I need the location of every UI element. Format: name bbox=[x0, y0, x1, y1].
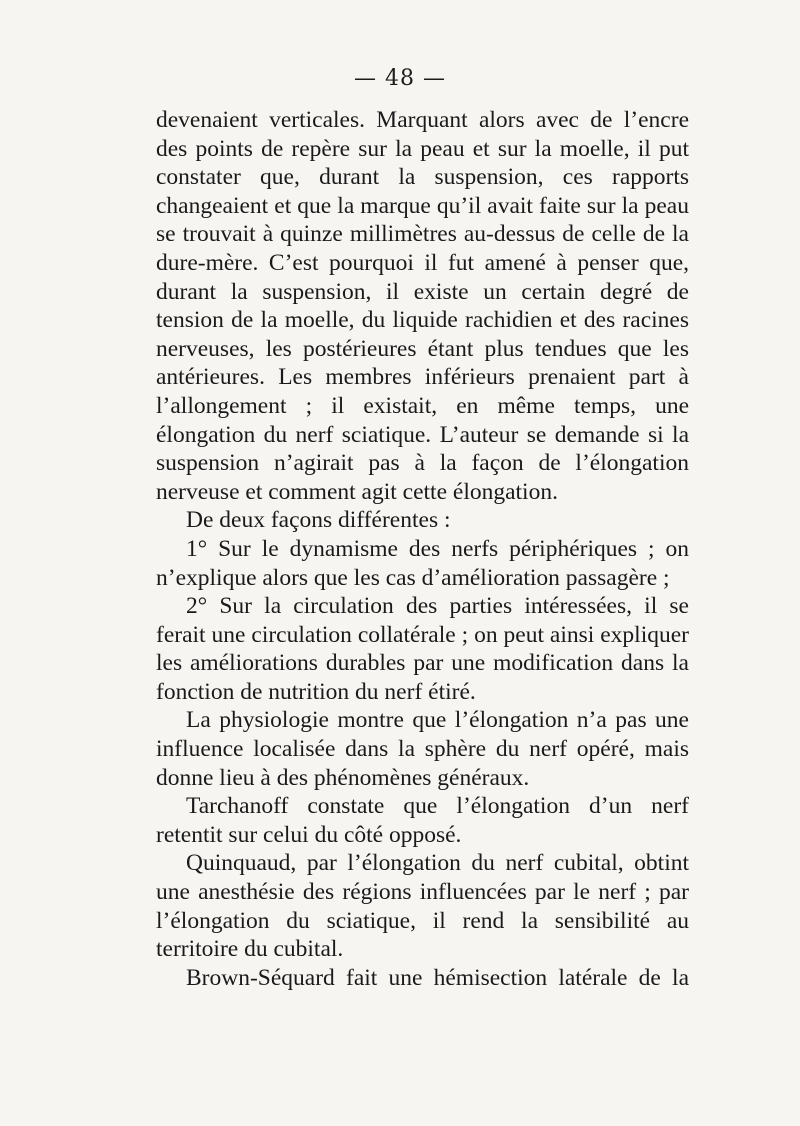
paragraph-brown-sequard: Brown-Séquard fait une hémisection latérale de la bbox=[186, 964, 689, 991]
paragraph-physiology: La physiologie montre que l’élongation n’a pas une influence localisée dans la sphère du nerf opéré, mais donne lieu à des phénomènes généraux. bbox=[156, 707, 689, 791]
paragraph-point-1: 1° Sur le dynamisme des nerfs périphériques ; on n’explique alors que les cas d’amélioration passagère ; bbox=[156, 535, 689, 591]
paragraph-tarchanoff: Tarchanoff constate que l’élongation d’un nerf retentit sur celui du côté opposé. bbox=[156, 793, 689, 848]
page-number: — 48 — bbox=[354, 66, 446, 91]
paragraph-point-2: 2° Sur la circulation des parties intéressées, il se ferait une circulation collatérale ; on peut ainsi expliquer les améliorations durables par une modification dans la fonction de nutrition du nerf étiré. bbox=[156, 593, 689, 705]
paragraph-continuation: devenaient verticales. Marquant alors avec de l’encre des points de repère sur la peau et sur la moelle, il put constater que, durant la suspension, ces rapports changeaient et que la marque qu’il avait faite sur la peau se trouvait à quinze millimètres au-dessus de celle de la dure-mère. C’est pourquoi il fut amené à penser que, durant la suspension, il existe un certain degré de tension de la moelle, du liquide rachidien et des racines nerveuses, les postérieures étant plus tendues que les antérieures. Les membres inférieurs prenaient part à l’allongement ; il existait, en même temps, une élongation du nerf sciatique. L’auteur se demande si la suspension n’agirait pas à la façon de l’élongation nerveuse et comment agit cette élongation. bbox=[156, 107, 689, 505]
paragraph-two-ways: De deux façons différentes : bbox=[186, 507, 451, 534]
paragraph-quinquaud: Quinquaud, par l’élongation du nerf cubital, obtint une anesthésie des régions influencées par le nerf ; par l’élongation du sciatique, il rend la sensibilité au territoire du cubital. bbox=[156, 850, 689, 963]
body-text bbox=[156, 106, 689, 992]
